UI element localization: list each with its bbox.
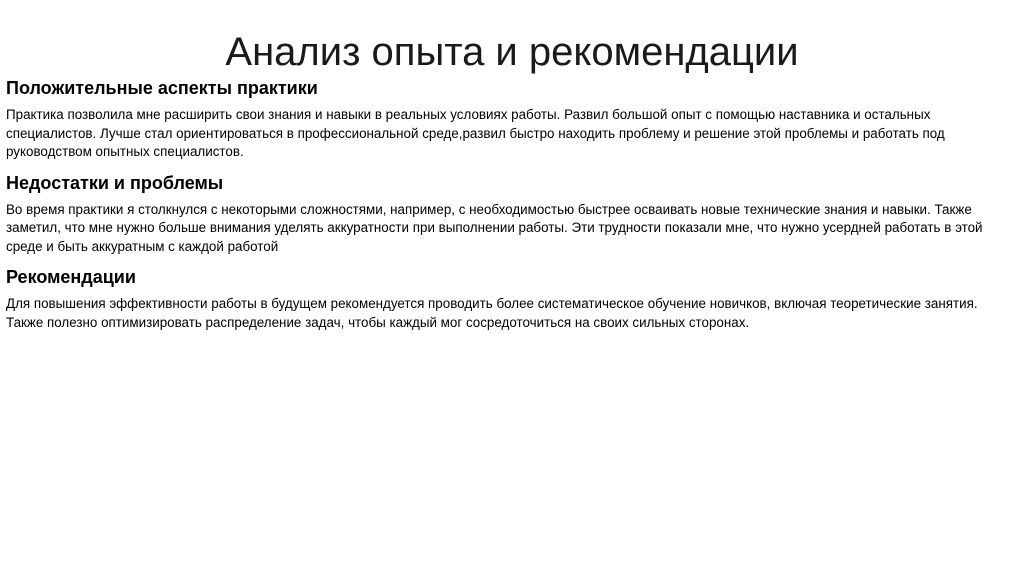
section-text: Во время практики я столкнулся с некоторыми сложностями, например, с необходимостью быстрее осваивать новые технические знания и навыки. Также заметил, что мне нужно больше внимания уделять аккуратности при выполнении работы. Эти трудности показали мне, что нужно усердней работать в этой среде и быть аккуратным с каждой работой [6, 201, 983, 254]
section-recommendations [6, 266, 1014, 332]
section-positive-aspects [6, 77, 1014, 162]
slide-content [6, 77, 1014, 342]
section-heading: Недостатки и проблемы [6, 172, 224, 193]
section-heading: Положительные аспекты практики [6, 78, 318, 98]
section-heading: Рекомендации [6, 267, 136, 287]
section-text: Практика позволила мне расширить свои знания и навыки в реальных условиях работы. Развил большой опыт с помощью наставника и остальных специалистов. Лучше стал ориентироваться в профессиональной среде,развил быстро находить проблему и решение этой проблемы и работать под руководством опытных специалистов. [6, 107, 945, 159]
section-shortcomings [6, 172, 1014, 257]
section-text: Для повышения эффективности работы в будущем рекомендуется проводить более систематическое обучение новичков, включая теоретические занятия. Также полезно оптимизировать распределение задач, чтобы каждый мог сосредоточиться на своих сильных сторонах. [6, 296, 978, 330]
slide-title: Анализ опыта и рекомендации [225, 30, 799, 74]
